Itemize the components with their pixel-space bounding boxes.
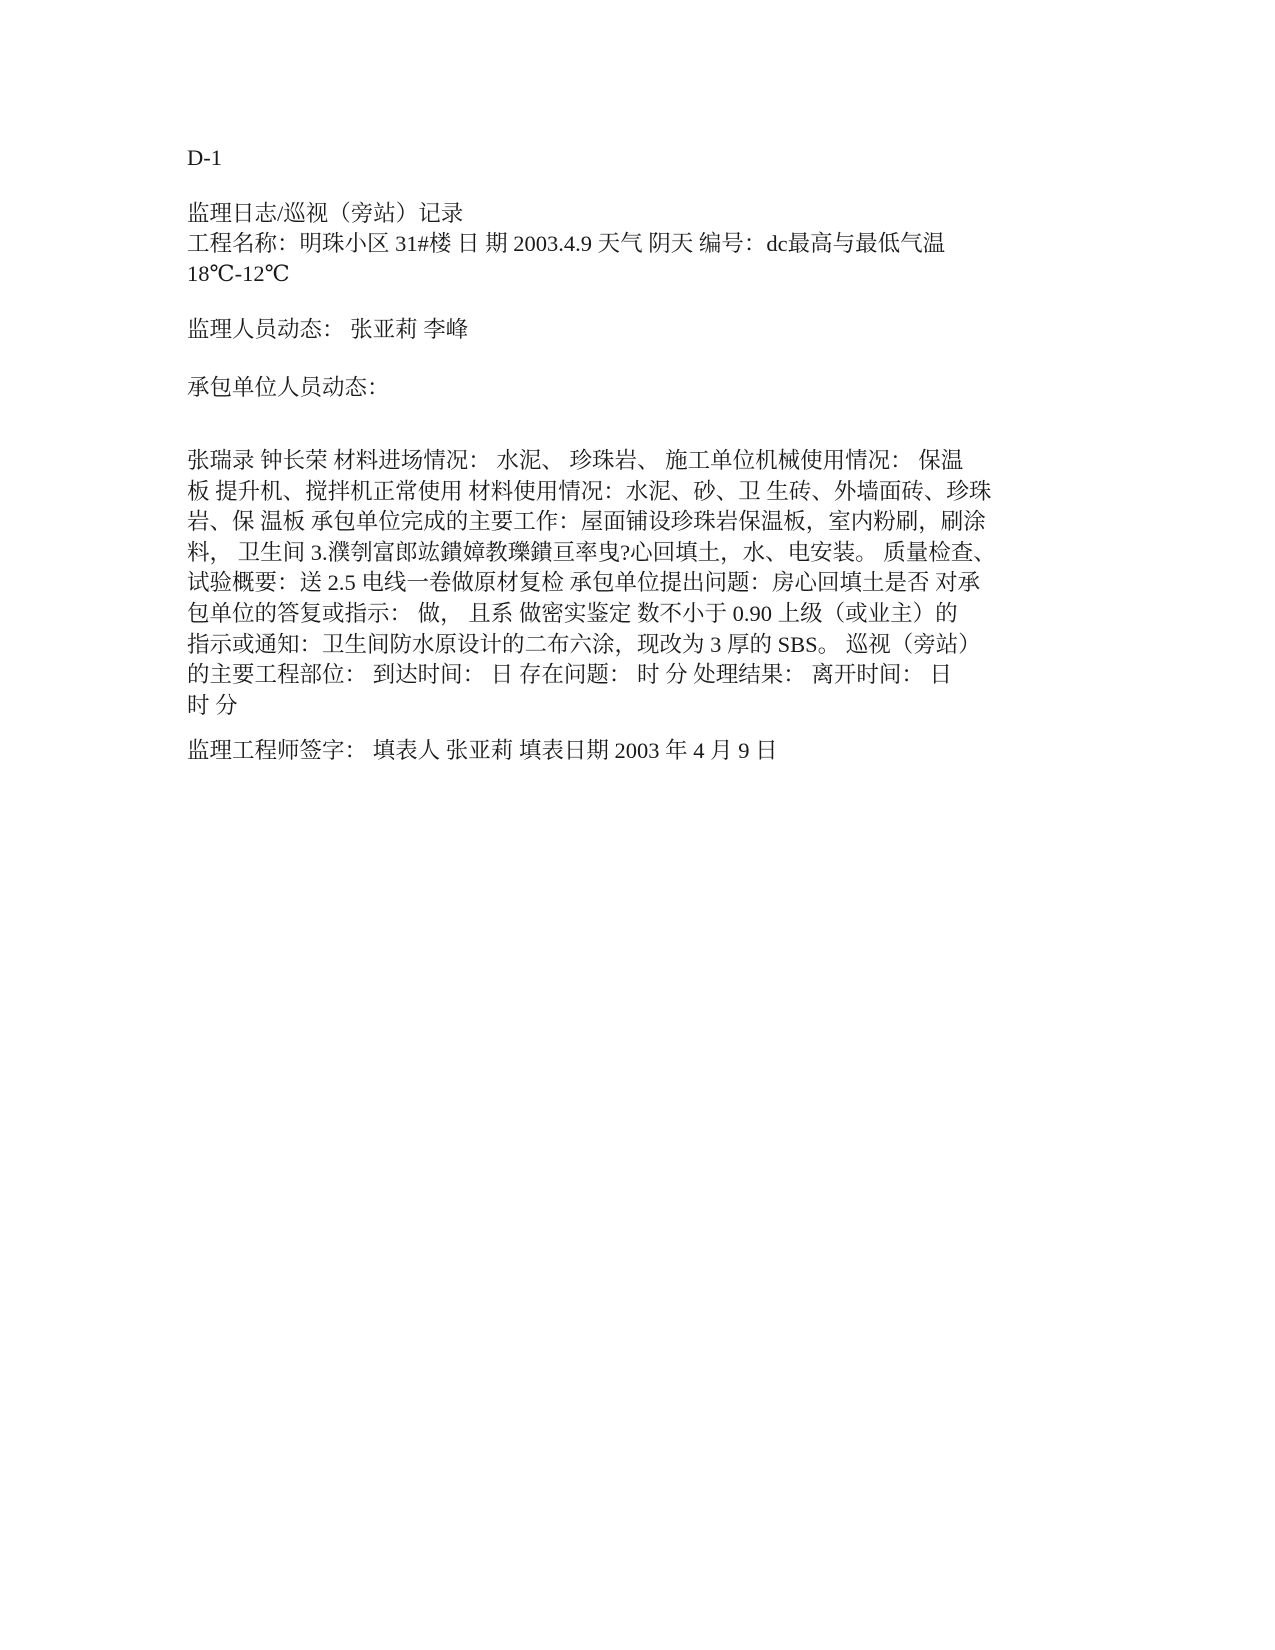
- record-body-line: 的主要工程部位： 到达时间： 日 存在问题： 时 分 处理结果： 离开时间： 日: [187, 662, 953, 688]
- contractor-staff: 承包单位人员动态：: [187, 375, 390, 400]
- project-info-line: 工程名称：明珠小区 31#楼 日 期 2003.4.9 天气 阴天 编号：dc最高与最低气温: [187, 231, 946, 256]
- temperature-line: 18℃-12℃: [187, 261, 290, 286]
- record-body-line: 包单位的答复或指示： 做， 且系 做密实鉴定 数不小于 0.90 上级（或业主）的: [187, 600, 958, 626]
- record-body: [187, 446, 1092, 721]
- supervisor-staff: 监理人员动态： 张亚莉 李峰: [187, 317, 469, 342]
- record-body-line: 指示或通知：卫生间防水原设计的二布六涂，现改为 3 厚的 SBS。 巡视（旁站）: [187, 631, 981, 657]
- record-body-line: 张瑞录 钟长荣 材料进场情况： 水泥、 珍珠岩、 施工单位机械使用情况： 保温: [187, 448, 964, 473]
- signature-line: 监理工程师签字： 填表人 张亚莉 填表日期 2003 年 4 月 9 日: [187, 738, 778, 763]
- document-code: D-1: [187, 145, 222, 170]
- record-body-line: 料， 卫生间 3.濮刳富郎竑鐀嫜教瓅鐀亘率曳?心回填土，水、电安装。 质量检查、: [187, 539, 996, 565]
- record-body-line: 岩、保 温板 承包单位完成的主要工作：屋面铺设珍珠岩保温板，室内粉刷，刷涂: [187, 509, 986, 535]
- record-body-line: 试验概要：送 2.5 电线一卷做原材复检 承包单位提出问题：房心回填土是否 对承: [187, 570, 981, 596]
- record-body-line: 时 分: [187, 692, 238, 718]
- document-title: 监理日志/巡视（旁站）记录: [187, 201, 464, 226]
- record-body-line: 板 提升机、搅拌机正常使用 材料使用情况：水泥、砂、卫 生砖、外墙面砖、珍珠: [187, 478, 992, 504]
